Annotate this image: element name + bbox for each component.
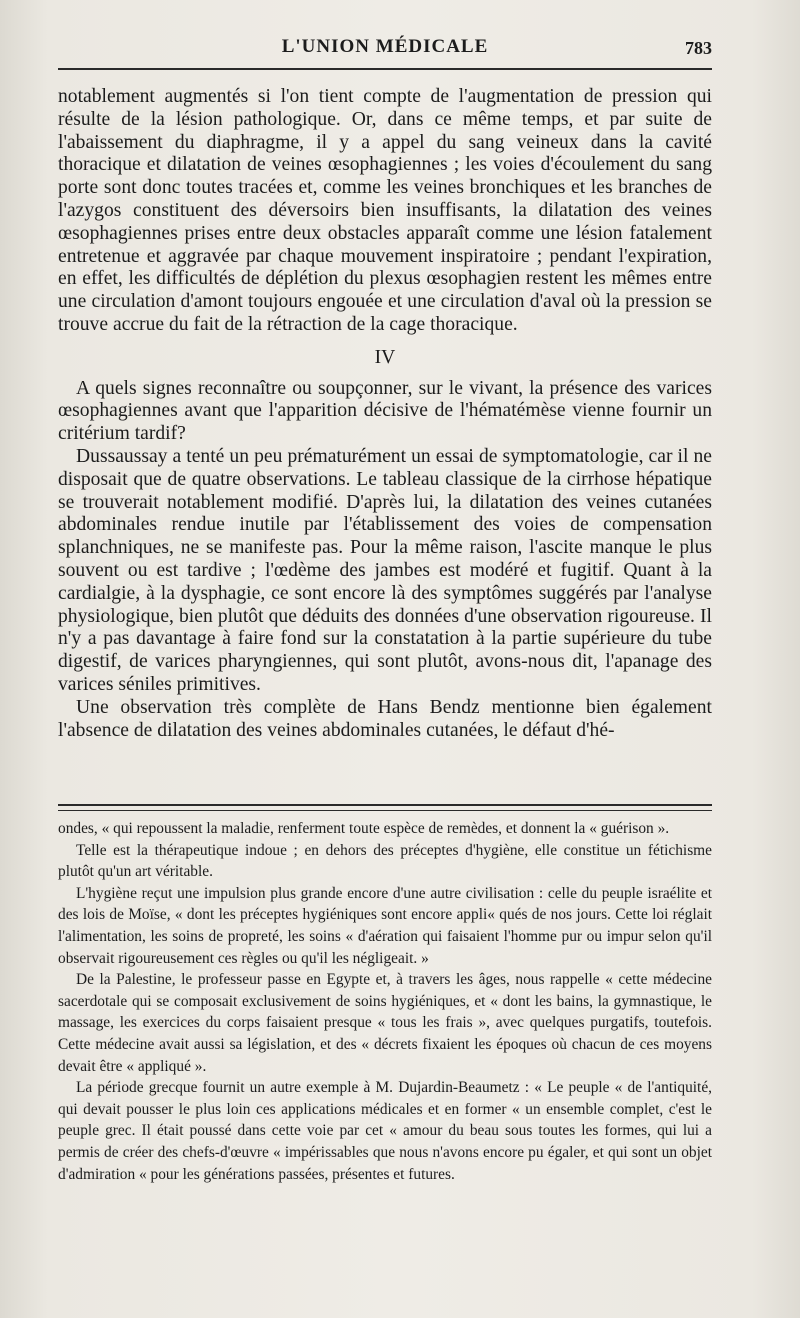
footnote-paragraph: La période grecque fournit un autre exemple à M. Dujardin-Beaumetz : « Le peuple « de l'antiquité, qui devait pousser le plus loin ces applications médicales et en former « un ensemble complet, c'est le peuple grec. Il était poussé dans cette voie par cet « amour du beau sous toutes les formes, qui lui a permis de créer des chefs-d'œuvre « impérissables que nous n'avons encore pu égaler, et qui sont un objet d'admiration « pour les générations passées, présentes et futures.	[58, 1079, 712, 1183]
body-paragraph: notablement augmentés si l'on tient compte de l'augmentation de pression qui résulte de la lésion pathologique. Or, dans ce même temps, et par suite de l'abaissement du diaphragme, il y a appel du sang veineux dans la cavité thoracique et dilatation de veines œsophagiennes ; les voies d'écoulement du sang porte sont donc toutes tracées et, comme les veines bronchiques et les branches de l'azygos constituent des déversoirs bien insuffisants, la dilatation des veines œsophagiennes prises entre deux obstacles apparaît comme une lésion fatalement entretenue et aggravée par chaque mouvement inspiratoire ; pendant l'expiration, en effet, les difficultés de déplétion du plexus œsophagien restent les mêmes entre une circulation d'amont toujours engouée et une circulation d'aval où la pression se trouve accrue du fait de la rétraction de la cage thoracique.	[58, 86, 712, 335]
page-header	[58, 32, 712, 62]
footnote-paragraph: ondes, « qui repoussent la maladie, renferment toute espèce de remèdes, et donnent la « guérison ».	[58, 820, 670, 837]
footnote-paragraph: Telle est la thérapeutique indoue ; en dehors des préceptes d'hygiène, elle constitue un fétichisme plutôt qu'un art véritable.	[58, 841, 712, 881]
main-text	[58, 86, 712, 742]
footnote-paragraph: L'hygiène reçut une impulsion plus grande encore d'une autre civilisation : celle du peuple israélite et des lois de Moïse, « dont les préceptes hygiéniques sont encore appli« qués de nos jours. Cette loi réglait l'alimentation, les soins de propreté, les soins « d'aération qui faisaient l'homme pur ou impur selon qu'il observait rigoureusement ces règles ou qu'il les négligeait. »	[58, 884, 712, 967]
page-number: 783	[685, 38, 712, 58]
body-paragraph: A quels signes reconnaître ou soupçonner, sur le vivant, la présence des varices œsophagiennes avant que l'apparition décisive de l'hématémèse vienne fournir un critérium tardif?	[58, 377, 712, 445]
footnote-paragraph: De la Palestine, le professeur passe en Egypte et, à travers les âges, nous rappelle « cette médecine sacerdotale qui se composait exclusivement de soins hygiéniques, et « dont les bains, la gymnastique, le massage, les exercices du corps faisaient presque « tous les frais », avec quelques purgatifs, toutefois. Cette médecine avait aussi sa législation, et des « décrets fixaient les époques où chacun de ces moyens devait être « appliqué ».	[58, 971, 712, 1075]
section-number: IV	[374, 346, 396, 368]
body-paragraph: Une observation très complète de Hans Bendz mentionne bien également l'absence de dilatation des veines abdominales cutanées, le défaut d'hé-	[58, 696, 712, 741]
header-rule	[58, 68, 712, 70]
running-title: L'UNION MÉDICALE	[281, 36, 489, 57]
footnote-rule	[58, 804, 712, 811]
body-paragraph: Dussaussay a tenté un peu prématurément un essai de symptomatologie, car il ne disposait que de quatre observations. Le tableau classique de la cirrhose hépatique se trouverait notablement modifié. D'après lui, la dilatation des veines cutanées abdominales rendue inutile par l'établissement des voies de compensation splanchniques, ne se manifeste pas. Pour la même raison, l'ascite manque le plus souvent ou est tardive ; l'œdème des jambes est modéré et fugitif. Quant à la cardialgie, à la dysphagie, ce sont encore là des symptômes suggérés par l'analyse physiologique, bien plutôt que déduits des données d'une observation rigoureuse. Il n'y a pas davantage à faire fond sur la constatation à la partie supérieure du tube digestif, de varices pharyngiennes, qui sont plutôt, avons-nous dit, l'apanage des varices séniles primitives.	[58, 445, 712, 695]
footnotes	[58, 818, 712, 1185]
